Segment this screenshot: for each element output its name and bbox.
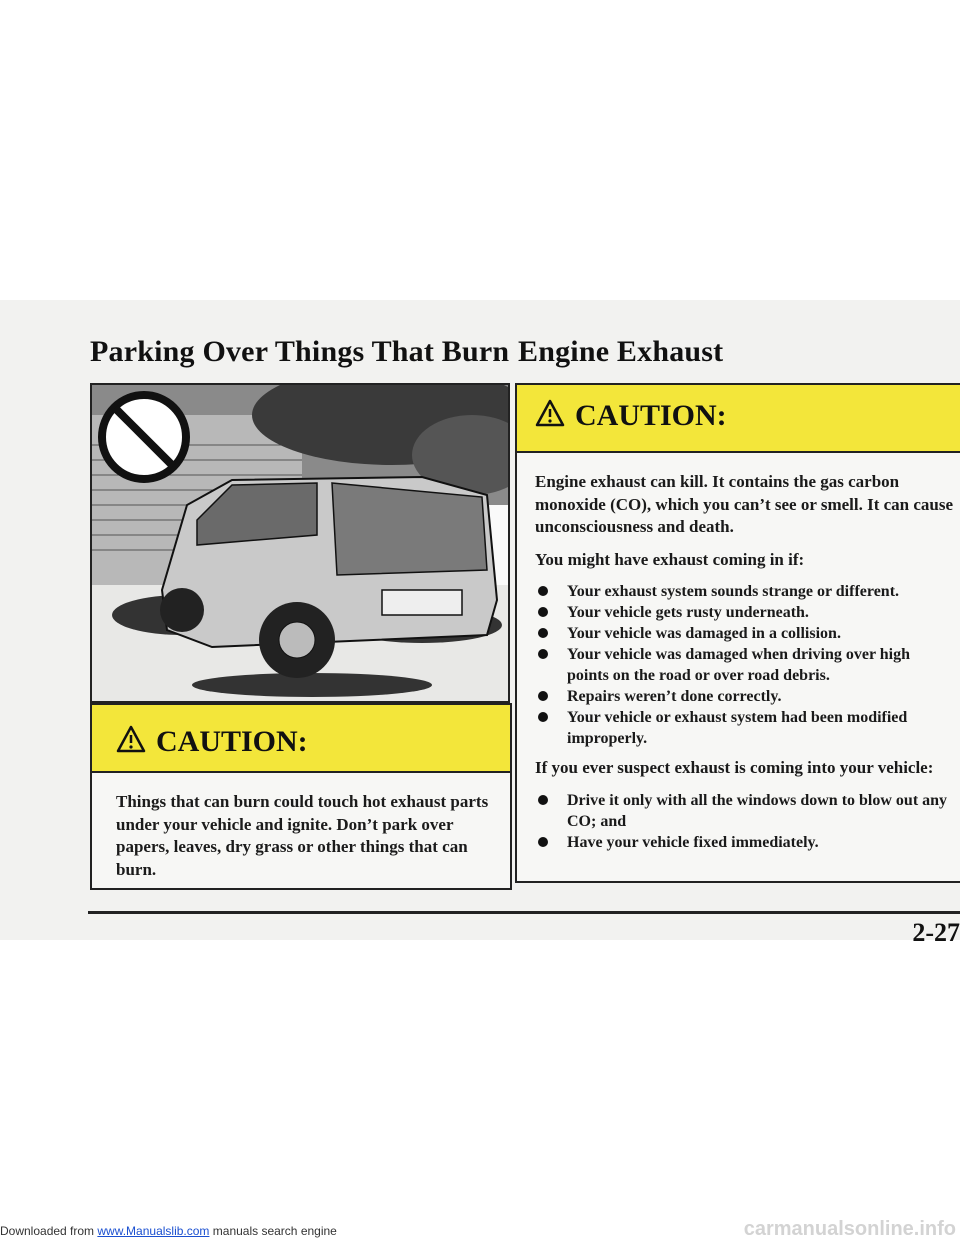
- footer-rule: [88, 911, 960, 914]
- caution-lead: You might have exhaust coming in if:: [535, 549, 805, 569]
- list-item: Your vehicle was damaged when driving over high points on the road or over road debris.: [535, 644, 955, 686]
- caution-intro: Engine exhaust can kill. It contains the gas carbon monoxide (CO), which you can’t see or smell. It can cause unconsciousness and death.: [535, 472, 954, 536]
- section-heading-parking: Parking Over Things That Burn: [90, 335, 510, 368]
- suv-illustration: [92, 385, 510, 703]
- list-item: Your vehicle gets rusty underneath.: [535, 602, 955, 623]
- manualslib-link[interactable]: www.Manualslib.com: [97, 1224, 210, 1238]
- exhaust-actions-list: [535, 790, 955, 853]
- caution-label: CAUTION:: [575, 399, 727, 432]
- caution-label: CAUTION:: [156, 725, 308, 758]
- warning-triangle-icon: [535, 399, 565, 427]
- section-heading-exhaust: Engine Exhaust: [518, 335, 724, 368]
- list-item: Drive it only with all the windows down to blow out any CO; and: [535, 790, 955, 832]
- list-item: Your vehicle or exhaust system had been modified improperly.: [535, 707, 955, 749]
- download-footer: Downloaded from www.Manualslib.com manuals search engine: [0, 1224, 337, 1238]
- caution-body-exhaust: [535, 471, 955, 861]
- caution-header: [517, 385, 960, 453]
- caution-box-parking: [90, 703, 512, 890]
- list-item: Your vehicle was damaged in a collision.: [535, 623, 955, 644]
- page-number: 2-27: [912, 918, 960, 947]
- list-item: Repairs weren’t done correctly.: [535, 686, 955, 707]
- illustration-suv-parked-over-leaves: [90, 383, 510, 703]
- list-item: Your exhaust system sounds strange or different.: [535, 581, 955, 602]
- list-item: Have your vehicle fixed immediately.: [535, 832, 955, 853]
- exhaust-signs-list: [535, 581, 955, 749]
- watermark: carmanualsonline.info: [743, 1218, 956, 1240]
- caution-lead: If you ever suspect exhaust is coming into your vehicle:: [535, 758, 934, 777]
- warning-triangle-icon: [116, 725, 146, 753]
- caution-box-exhaust: [515, 383, 960, 883]
- caution-header: [92, 705, 510, 773]
- caution-text-parking: Things that can burn could touch hot exhaust parts under your vehicle and ignite. Don’t park over papers, leaves, dry grass or other things that can burn.: [116, 792, 489, 879]
